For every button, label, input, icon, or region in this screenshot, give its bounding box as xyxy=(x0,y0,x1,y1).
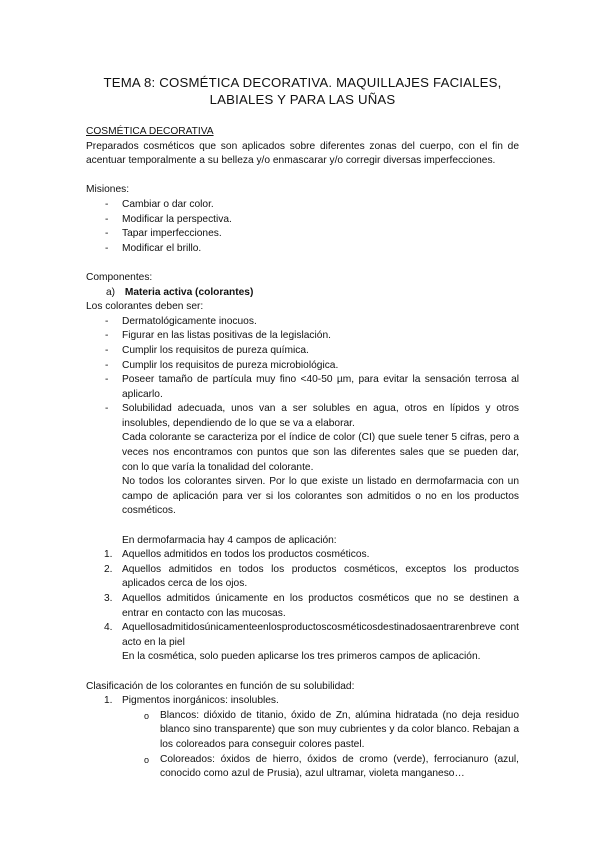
list-item: - Modificar el brillo. xyxy=(86,242,519,257)
campos-list xyxy=(86,548,519,650)
list-item xyxy=(86,548,519,563)
item-number: 2. xyxy=(104,563,113,575)
item-number: 1. xyxy=(104,695,113,707)
list-item: - Cumplir los requisitos de pureza química. xyxy=(86,344,519,359)
item-text: Pigmentos inorgánicos: insolubles. xyxy=(122,695,279,707)
title-line-1: TEMA 8: COSMÉTICA DECORATIVA. MAQUILLAJES FACIALES, xyxy=(103,75,502,90)
pigmentos-sublist xyxy=(86,709,519,782)
deben-ser-text: Los colorantes deben ser: xyxy=(86,301,204,313)
title-line-2: LABIALES Y PARA LAS UÑAS xyxy=(209,92,396,107)
requisitos-list xyxy=(86,315,519,432)
clasificacion-list xyxy=(86,694,519,709)
item-number: 3. xyxy=(104,593,113,604)
list-item xyxy=(86,621,519,650)
list-item: - Dermatológicamente inocuos. xyxy=(86,315,519,330)
item-text: Aquellosadmitidosúnicamenteenlosproductoscosméticosdestinadosaentrarenbreve contacto en la piel xyxy=(122,622,519,648)
subsection-a xyxy=(86,286,519,301)
list-item xyxy=(86,592,519,621)
list-item xyxy=(86,694,519,709)
list-item: - Tapar imperfecciones. xyxy=(86,227,519,242)
clasificacion-heading: Clasificación de los colorantes en función de su solubilidad: xyxy=(86,680,355,692)
list-item: - Cambiar o dar color. xyxy=(86,198,519,213)
item-number: 1. xyxy=(104,549,113,561)
list-item: - Figurar en las listas positivas de la legislación. xyxy=(86,329,519,344)
list-item: o Blancos: dióxido de titanio, óxido de Zn, alúmina hidratada (no deja residuo blanco sino transparente) que son muy cubrientes y da color blanco. Rebajan a los coloreados para conseguir colores pastel. xyxy=(86,709,519,753)
item-text: Aquellos admitidos únicamente en los productos cosméticos que no se destinen a entrar en contacto con las mucosas. xyxy=(122,593,519,619)
list-item xyxy=(86,563,519,592)
definition-paragraph: Preparados cosméticos que son aplicados sobre diferentes zonas del cuerpo, con el fin de acentuar temporalmente a su belleza y/o enmascarar y/o corregir diversas imperfecciones. xyxy=(86,140,519,167)
componentes-label: Componentes: xyxy=(86,271,153,283)
list-item: - Solubilidad adecuada, unos van a ser solubles en agua, otros en lípidos y otros insolubles, dependiendo de lo que se va a elaborar. xyxy=(86,402,519,431)
misiones-list xyxy=(86,198,519,256)
item-number: 4. xyxy=(104,622,113,634)
list-item: - Cumplir los requisitos de pureza microbiológica. xyxy=(86,359,519,374)
subsection-a-marker: a) xyxy=(106,286,116,298)
list-item: - Poseer tamaño de partícula muy fino <40-50 µm, para evitar la sensación terrosa al aplicarlo. xyxy=(86,373,519,402)
list-item: - Modificar la perspectiva. xyxy=(86,213,519,228)
campos-intro: En dermofarmacia hay 4 campos de aplicación: xyxy=(122,534,337,546)
campos-note: En la cosmética, solo pueden aplicarse los tres primeros campos de aplicación. xyxy=(122,651,481,663)
no-todos-paragraph: No todos los colorantes sirven. Por lo que existe un listado en dermofarmacia con un campo de aplicación para ver si los colorantes son admitidos o no en los productos cosméticos. xyxy=(122,476,519,517)
item-text: Aquellos admitidos en todos los productos cosméticos, exceptos los productos aplicados cerca de los ojos. xyxy=(122,563,519,590)
subsection-a-title: Materia activa (colorantes) xyxy=(124,286,254,298)
item-text: Aquellos admitidos en todos los productos cosméticos. xyxy=(122,549,370,561)
section-heading: COSMÉTICA DECORATIVA xyxy=(86,126,214,137)
list-item: o Coloreados: óxidos de hierro, óxidos de cromo (verde), ferrocianuro (azul, conocido como azul de Prusia), azul ultramar, violeta manganeso… xyxy=(86,753,519,782)
document-title xyxy=(86,0,519,108)
ci-paragraph: Cada colorante se caracteriza por el índice de color (CI) que suele tener 5 cifras, pero a veces nos encontramos con puntos que son las diferentes sales que se pueden dar, con lo que varía la tonalidad del colorante. xyxy=(122,432,519,473)
misiones-label: Misiones: xyxy=(86,184,130,196)
